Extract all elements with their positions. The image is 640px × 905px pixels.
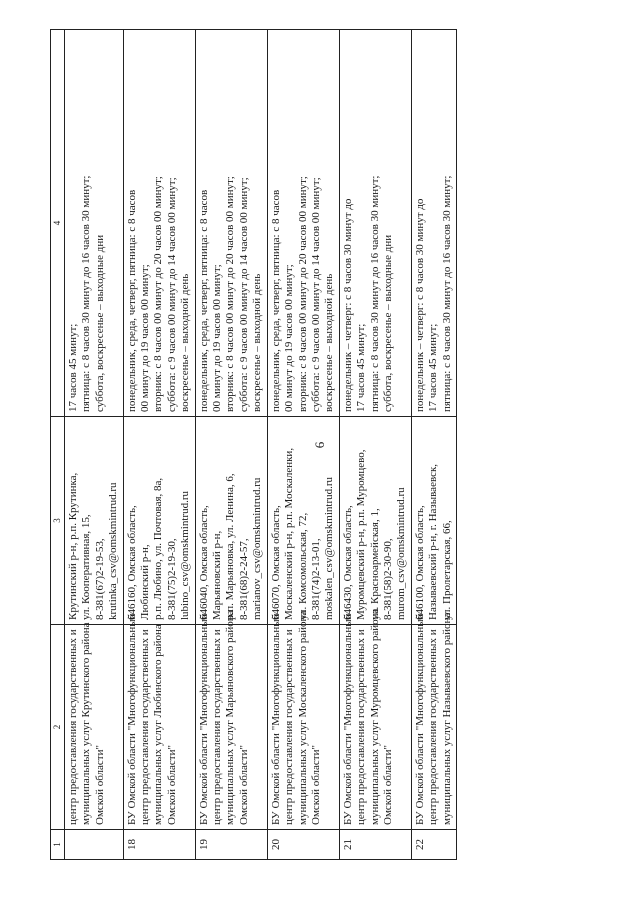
organization-line: муниципальных услуг Крутинского района <box>80 622 93 825</box>
address-line: 8-381(67)2-19-53, <box>93 538 106 620</box>
hours-cell <box>339 30 411 417</box>
address-line: ул. Кооперативная, 15, <box>80 514 93 620</box>
row-number: 19 <box>195 830 267 860</box>
address-line: Называевский р-н, г. Называевск, <box>427 463 440 620</box>
address-line: Муромцевский р-н, р.п. Муромцево, <box>355 449 368 620</box>
organization-line: Омской области" <box>165 745 178 825</box>
hours-cell <box>123 30 195 417</box>
rotated-area <box>50 30 640 860</box>
organization-line: муниципальных услуг Муромцевского района <box>368 608 381 825</box>
hours-line: суббота, воскресенье – выходные дни <box>381 234 394 412</box>
organization-cell <box>339 608 411 830</box>
organization-line: БУ Омской области "Многофункциональный <box>341 613 354 825</box>
organization-line: Омской области" <box>309 745 322 825</box>
table-row <box>65 30 124 860</box>
hours-line: суббота: с 9 часов 00 минут до 14 часов 00 минут; <box>165 177 178 412</box>
organization-line: муниципальных услуг Любинского района <box>152 624 165 825</box>
row-number: 18 <box>123 830 195 860</box>
column-number-row <box>51 30 65 860</box>
hours-line: суббота: с 9 часов 00 минут до 14 часов 00 минут; <box>309 177 322 412</box>
table-row <box>339 30 411 860</box>
organization-cell <box>123 613 195 830</box>
address-line: ул. Красноармейская, 1, <box>368 508 381 620</box>
organization-cell <box>65 622 124 830</box>
address-line: 646430, Омская область, <box>341 505 354 620</box>
address-line: ул. Комсомольская, 72, <box>296 512 309 620</box>
address-line: Марьяновский р-н, <box>211 530 224 620</box>
table-wrapper <box>50 30 640 860</box>
row-number <box>65 830 124 860</box>
address-cell <box>195 417 267 625</box>
hours-line: 17 часов 45 минут; <box>355 323 368 412</box>
hours-line: воскресенье – выходной день <box>251 273 264 412</box>
address-line: 646070, Омская область, <box>269 505 282 620</box>
hours-line: понедельник – четверг: с 8 часов 30 минут до <box>413 198 426 412</box>
hours-line: понедельник – четверг: с 8 часов 30 минут до <box>341 198 354 412</box>
hours-line: 17 часов 45 минут; <box>67 323 79 412</box>
hours-line: 17 часов 45 минут; <box>427 323 440 412</box>
hours-line: 00 минут до 19 часов 00 минут; <box>139 264 152 412</box>
column-number: 2 <box>51 625 65 830</box>
organization-line: БУ Омской области "Многофункциональный <box>125 613 138 825</box>
address-line: 8-381(74)2-13-01, <box>309 538 322 620</box>
address-cell <box>123 417 195 625</box>
hours-line: понедельник, среда, четверг, пятница: с 8 часов <box>125 189 138 412</box>
hours-cell <box>195 30 267 417</box>
hours-line: понедельник, среда, четверг, пятница: с 8 часов <box>197 189 210 412</box>
row-number: 21 <box>339 830 411 860</box>
hours-line: вторник: с 8 часов 00 минут до 20 часов 00 минут; <box>152 176 165 412</box>
address-line: 8-381(58)2-30-90, <box>381 538 394 620</box>
hours-line: 00 минут до 19 часов 00 минут; <box>283 264 296 412</box>
organization-cell <box>411 612 456 830</box>
address-line: Любинский р-н, <box>139 544 152 620</box>
organization-line: БУ Омской области "Многофункциональный <box>197 613 210 825</box>
organization-line: муниципальных услуг Москаленского района <box>296 610 309 825</box>
hours-line: пятница: с 8 часов 30 минут до 16 часов 30 минут; <box>80 175 93 412</box>
address-line: ул. Пролетарская, 66, <box>440 520 453 620</box>
hours-line: 00 минут до 19 часов 00 минут; <box>211 264 224 412</box>
address-line: Крутинский р-н, р.п. Крутинка, <box>67 472 79 620</box>
table-row <box>123 30 195 860</box>
organization-line: центр предоставления государственных и <box>355 629 368 825</box>
address-line: moskalen_csv@omskmintrud.ru <box>323 476 336 620</box>
row-number: 20 <box>267 830 339 860</box>
hours-line: пятница: с 8 часов 30 минут до 16 часов 30 минут; <box>440 175 453 412</box>
address-cell <box>267 417 339 625</box>
organization-line: Омской области" <box>93 745 106 825</box>
organization-line: центр предоставления государственных и <box>139 629 152 825</box>
address-line: р.п. Марьяновка, ул. Ленина, 6, <box>224 473 237 620</box>
row-number: 22 <box>411 830 456 860</box>
hours-cell <box>411 30 456 417</box>
organization-line: центр предоставления государственных и <box>283 629 296 825</box>
column-number: 3 <box>51 417 65 625</box>
hours-line: вторник: с 8 часов 00 минут до 20 часов 00 минут; <box>296 176 309 412</box>
organization-line: центр предоставления государственных и <box>427 629 440 825</box>
address-line: 8-381(75)2-19-30, <box>165 538 178 620</box>
address-cell <box>65 417 124 625</box>
address-line: 646100, Омская область, <box>413 505 426 620</box>
hours-line: воскресенье – выходной день <box>179 273 192 412</box>
column-number: 1 <box>51 830 65 860</box>
hours-line: суббота, воскресенье – выходные дни <box>93 234 106 412</box>
address-cell <box>339 417 411 625</box>
offices-table <box>50 29 457 860</box>
organization-line: Омской области" <box>381 745 394 825</box>
address-line: lubino_csv@omskmintrud.ru <box>179 491 192 620</box>
hours-line: вторник: с 8 часов 00 минут до 20 часов 00 минут; <box>224 176 237 412</box>
address-line: 646160, Омская область, <box>125 505 138 620</box>
address-line: 8-381(68)2-24-57, <box>237 538 250 620</box>
table-row <box>411 30 456 860</box>
hours-line: суббота: с 9 часов 00 минут до 14 часов 00 минут; <box>237 177 250 412</box>
hours-cell <box>65 30 124 417</box>
organization-cell <box>195 610 267 830</box>
address-line: р.п. Любино, ул. Почтовая, 8а, <box>152 477 165 620</box>
organization-line: Омской области" <box>237 745 250 825</box>
organization-cell <box>267 610 339 830</box>
organization-line: БУ Омской области "Многофункциональный <box>413 613 426 825</box>
hours-cell <box>267 30 339 417</box>
address-line: Москаленский р-н, р.п. Москаленки, <box>283 447 296 620</box>
hours-line: понедельник, среда, четверг, пятница: с 8 часов <box>269 189 282 412</box>
organization-line: центр предоставления государственных и <box>211 629 224 825</box>
organization-line: муниципальных услуг Называевского района <box>440 612 453 825</box>
hours-line: пятница: с 8 часов 30 минут до 16 часов 30 минут; <box>368 175 381 412</box>
organization-line: БУ Омской области "Многофункциональный <box>269 613 282 825</box>
table-row <box>195 30 267 860</box>
page-number: 6 <box>312 441 327 449</box>
address-line: murom_csv@omskmintrud.ru <box>395 487 408 620</box>
organization-line: муниципальных услуг Марьяновского района <box>224 610 237 825</box>
organization-line: центр предоставления государственных и <box>67 629 79 825</box>
address-line: 646040, Омская область, <box>197 505 210 620</box>
table-row <box>267 30 339 860</box>
address-line: krutinka_csv@omskmintrud.ru <box>107 482 120 620</box>
hours-line: воскресенье – выходной день <box>323 273 336 412</box>
column-number: 4 <box>51 30 65 417</box>
address-line: marianov_csv@omskmintrud.ru <box>251 477 264 620</box>
address-cell <box>411 417 456 625</box>
